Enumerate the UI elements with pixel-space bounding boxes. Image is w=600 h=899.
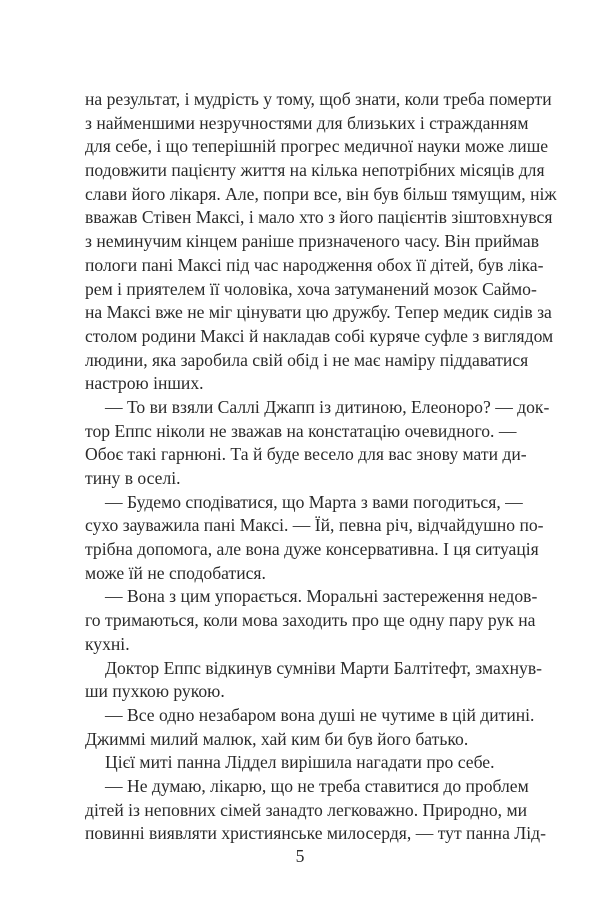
text-line: — Вона з цим упорається. Моральні застереження недов- — [105, 586, 538, 607]
text-line: кухні. — [85, 633, 130, 654]
text-line: го тримаються, коли мова заходить про ще одну пару рук на — [85, 610, 536, 631]
text-line: на Максі вже не міг цінувати цю дружбу. Тепер медик сидів за — [85, 302, 552, 323]
text-line: трібна допомога, але вона дуже консервативна. І ця ситуація — [85, 539, 539, 560]
text-line: слави його лікаря. Але, попри все, він був більш тямущим, ніж — [85, 183, 557, 204]
text-line: настрою інших. — [85, 373, 204, 394]
text-line: — Все одно незабаром вона душі не чутиме в цій дитині. — [105, 704, 535, 725]
text-line: Цієї миті панна Ліддел вирішила нагадати про себе. — [105, 752, 495, 773]
text-line: для себе, і що теперішній прогрес медичної науки може лише — [85, 136, 549, 157]
text-line: подовжити пацієнту життя на кілька непотрібних місяців для — [85, 160, 545, 181]
text-line: з неминучим кінцем раніше призначеного часу. Він приймав — [85, 231, 540, 252]
text-line: ши пухкою рукою. — [85, 681, 225, 702]
text-line: дітей із неповних сімей занадто легковажно. Природно, ми — [85, 799, 528, 820]
text-line: вважав Стівен Максі, і мало хто з його пацієнтів зіштовхнувся — [85, 207, 553, 228]
text-line: столом родини Максі й накладав собі куряче суфле з виглядом — [85, 325, 554, 346]
text-line: — Будемо сподіватися, що Марта з вами погодиться, — — [105, 491, 523, 512]
text-line: — То ви взяли Саллі Джапп із дитиною, Елеоноро? — док- — [105, 396, 550, 417]
text-line: рем і приятелем її чоловіка, хоча затуманений мозок Саймо- — [85, 278, 537, 299]
text-line: людини, яка заробила свій обід і не має наміру піддаватися — [85, 349, 529, 370]
text-line: з найменшими незручностями для близьких і стражданням — [85, 112, 529, 133]
text-line: — Не думаю, лікарю, що не треба ставитися до проблем — [105, 775, 529, 796]
text-line: може їй не сподобатися. — [85, 562, 266, 583]
text-line: Обоє такі гарнюні. Та й буде весело для вас знову мати ди- — [85, 444, 527, 465]
text-line: Доктор Еппс відкинув сумніви Марти Балтітефт, змахнув- — [105, 657, 542, 678]
text-line: тину в оселі. — [85, 468, 181, 488]
page-body-text — [85, 88, 557, 846]
text-line: на результат, і мудрість у тому, щоб знати, коли треба померти — [85, 89, 552, 109]
text-line: пологи пані Максі під час народження обох її дітей, був ліка- — [85, 254, 544, 275]
text-line: тор Еппс ніколи не зважав на констатацію очевидного. — — [85, 420, 517, 441]
text-line: повинні виявляти християнське милосердя, — тут панна Лід- — [85, 823, 546, 844]
text-line: Джиммі милий малюк, хай ким би був його батько. — [85, 728, 469, 749]
text-line: сухо зауважила пані Максі. — Їй, певна річ, відчайдушно по- — [85, 515, 544, 536]
page-number: 5 — [295, 846, 305, 866]
